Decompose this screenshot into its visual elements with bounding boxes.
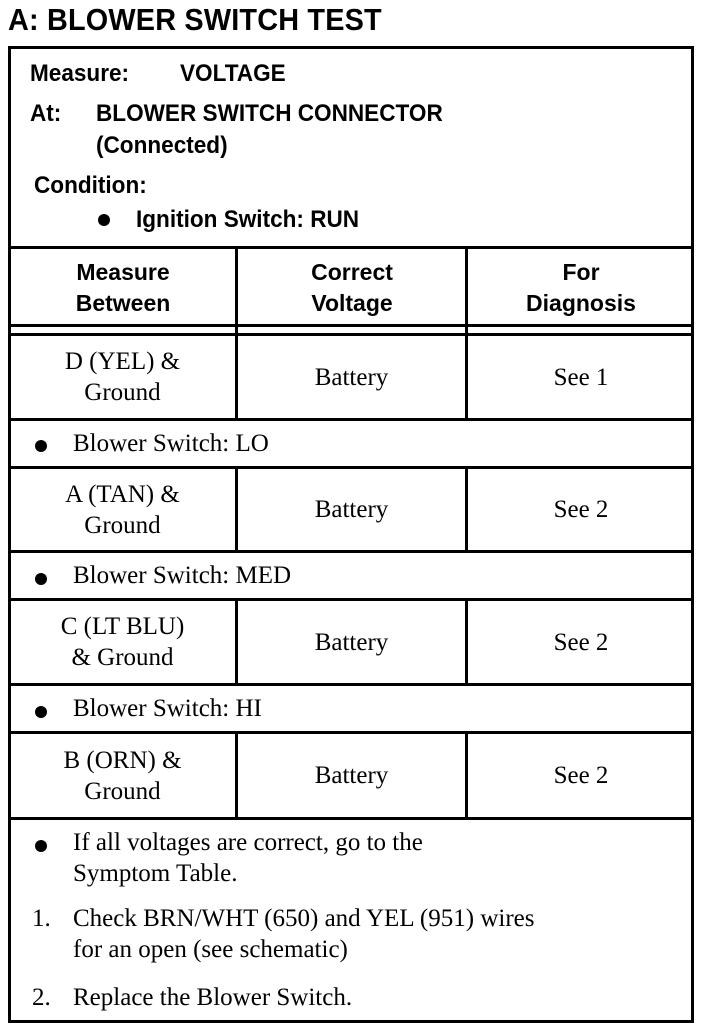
note-1 [73,903,534,965]
col-head-voltage-line1: Correct [311,259,393,285]
header-divider [8,246,694,249]
condition-label: Condition: [34,172,147,199]
row-divider [8,817,694,820]
row-divider [8,683,694,686]
note-bullet-line2: Symptom Table. [73,860,238,887]
bullet-icon [35,573,47,585]
row-divider [8,550,694,553]
cell-voltage: Battery [314,762,389,789]
cell-diagnosis: See 2 [553,496,609,523]
cell-between-line2: Ground [84,511,161,539]
note-2: Replace the Blower Switch. [73,984,353,1011]
condition-row: Blower Switch: HI [73,695,262,722]
bullet-icon [35,440,47,452]
cell-diagnosis: See 2 [553,762,609,789]
col-head-diagnosis-line1: For [562,259,600,285]
measure-label: Measure: [30,60,130,87]
cell-voltage: Battery [314,496,389,523]
cell-diagnosis: See 1 [553,363,609,391]
row-divider [8,418,694,421]
cell-between-line1: B (ORN) & [63,746,182,774]
note-1-number: 1. [32,905,51,932]
table-row [10,734,235,817]
cell-voltage: Battery [314,363,389,391]
col-head-diagnosis-line2: Diagnosis [526,290,636,316]
condition-row: Blower Switch: LO [73,430,269,457]
cell-between-line2: Ground [84,777,161,805]
col-head-between-line2: Between [75,290,171,316]
colhead-divider-top [8,324,694,327]
measure-value: VOLTAGE [180,60,286,87]
cell-voltage: Battery [314,628,389,656]
col-head-diagnosis [468,257,694,319]
condition-bullet-icon [98,214,110,226]
col-head-voltage [238,257,466,319]
note-1-line2: for an open (see schematic) [73,936,348,963]
note-2-number: 2. [32,984,51,1011]
cell-between-line1: C (LT BLU) [60,613,185,640]
col-head-voltage-line2: Voltage [311,290,393,316]
note-1-line1: Check BRN/WHT (650) and YEL (951) wires [73,905,535,932]
at-label: At: [30,100,62,127]
bullet-icon [35,706,47,718]
cell-between-line1: A (TAN) & [65,480,180,508]
bullet-icon [35,840,47,852]
col-head-between-line1: Measure [76,259,170,285]
page-title: A: BLOWER SWITCH TEST [8,2,382,37]
condition-item: Ignition Switch: RUN [136,206,360,233]
at-value-line1: BLOWER SWITCH CONNECTOR [96,100,443,127]
at-value-line2: (Connected) [96,132,228,159]
note-bullet-line1: If all voltages are correct, go to the [73,829,423,856]
table-row [10,469,235,550]
note-bullet [73,827,423,889]
condition-row: Blower Switch: MED [73,562,292,589]
col-head-between [10,257,236,319]
cell-between-line2: & Ground [71,644,174,671]
cell-between-line1: D (YEL) & [64,348,181,375]
cell-between-line2: Ground [84,379,161,406]
table-row [10,601,235,683]
cell-diagnosis: See 2 [553,628,609,656]
table-row [10,336,235,418]
